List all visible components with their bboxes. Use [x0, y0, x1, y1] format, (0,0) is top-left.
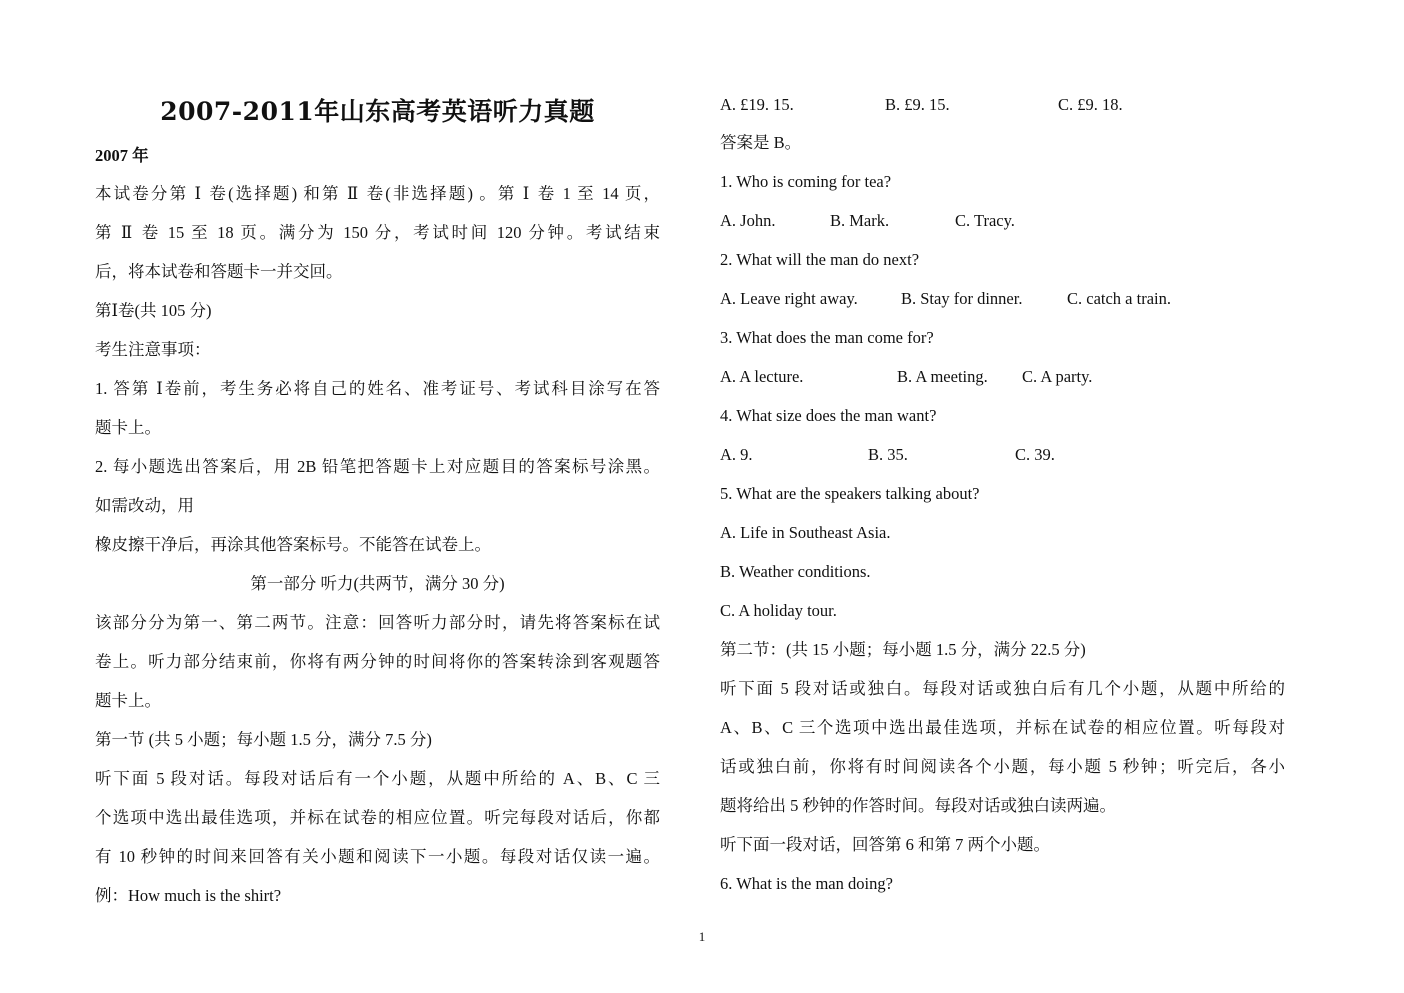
page-number: 1 [698, 929, 706, 944]
document-title: 2007-2011年山东高考英语听力真题 [160, 97, 595, 126]
q2-option-c: C. catch a train. [1067, 289, 1171, 308]
intro-line-3: 后，将本试卷和答题卡一并交回。 [95, 262, 343, 281]
part-b-desc-3: 话或独白前，你将有时间阅读各个小题，每小题 5 秒钟；听完后，各小 [720, 757, 1285, 776]
intro-line-1: 本试卷分第 Ⅰ 卷(选择题) 和第 Ⅱ 卷(非选择题) 。第 Ⅰ 卷 1 至 14 页， [95, 184, 660, 203]
part-a-title: 第一节 (共 5 小题；每小题 1.5 分，满分 7.5 分) [95, 730, 432, 749]
q1-option-b: B. Mark. [830, 211, 890, 230]
question-1-options [720, 210, 1290, 232]
question-6: 6. What is the man doing? [720, 874, 893, 893]
question-2: 2. What will the man do next? [720, 250, 920, 269]
example-option-b: B. £9. 15. [885, 95, 950, 114]
section-desc-1: 该部分分为第一、第二两节。注意：回答听力部分时，请先将答案标在试 [95, 613, 660, 632]
question-3-options [720, 366, 1290, 388]
section-desc-3: 题卡上。 [95, 691, 161, 710]
notice-2a: 2. 每小题选出答案后，用 2B 铅笔把答题卡上对应题目的答案标号涂黑。 [95, 457, 660, 476]
part-b-desc-2: A、B、C 三个选项中选出最佳选项，并标在试卷的相应位置。听每段对 [720, 718, 1285, 737]
part-b-desc-4: 题将给出 5 秒钟的作答时间。每段对话或独白读两遍。 [720, 796, 1116, 815]
part-b-title: 第二节：(共 15 小题；每小题 1.5 分，满分 22.5 分) [720, 640, 1086, 659]
example-option-c: C. £9. 18. [1058, 95, 1123, 114]
q3-option-a: A. A lecture. [720, 367, 804, 386]
q3-option-c: C. A party. [1022, 367, 1093, 386]
question-3: 3. What does the man come for? [720, 328, 934, 347]
question-5: 5. What are the speakers talking about? [720, 484, 980, 503]
q4-option-a: A. 9. [720, 445, 753, 464]
question-2-options [720, 288, 1290, 310]
example-question: 例：How much is the shirt? [95, 886, 282, 905]
intro-line-2: 第 Ⅱ 卷 15 至 18 页。满分为 150 分，考试时间 120 分钟。考试结束 [95, 223, 660, 242]
section-title: 第一部分 听力(共两节，满分 30 分) [250, 574, 505, 593]
q1-option-a: A. John. [720, 211, 776, 230]
notice-title: 考生注意事项： [95, 340, 211, 359]
example-options [720, 94, 1290, 116]
question-4-options [720, 444, 1290, 466]
part1-title: 第Ⅰ卷(共 105 分) [95, 301, 212, 320]
question-4: 4. What size does the man want? [720, 406, 937, 425]
notice-2b: 如需改动，用 [95, 496, 194, 515]
q5-option-c: C. A holiday tour. [720, 601, 837, 620]
example-answer: 答案是 B。 [720, 133, 802, 152]
year-heading: 2007 年 [95, 146, 149, 165]
q4-option-b: B. 35. [868, 445, 908, 464]
part-a-desc-3: 有 10 秒钟的时间来回答有关小题和阅读下一小题。每段对话仅读一遍。 [95, 847, 660, 866]
question-1: 1. Who is coming for tea? [720, 172, 892, 191]
part-b-desc-1: 听下面 5 段对话或独白。每段对话或独白后有几个小题，从题中所给的 [720, 679, 1285, 698]
listen-next-instruction: 听下面一段对话，回答第 6 和第 7 两个小题。 [720, 835, 1050, 854]
q1-option-c: C. Tracy. [955, 211, 1015, 230]
notice-1a: 1. 答第 Ⅰ卷前，考生务必将自己的姓名、准考证号、考试科目涂写在答 [95, 379, 660, 398]
q2-option-a: A. Leave right away. [720, 289, 858, 308]
notice-2c: 橡皮擦干净后，再涂其他答案标号。不能答在试卷上。 [95, 535, 491, 554]
section-desc-2: 卷上。听力部分结束前，你将有两分钟的时间将你的答案转涂到客观题答 [95, 652, 660, 671]
q5-option-a: A. Life in Southeast Asia. [720, 523, 891, 542]
notice-1b: 题卡上。 [95, 418, 161, 437]
q2-option-b: B. Stay for dinner. [901, 289, 1023, 308]
q3-option-b: B. A meeting. [897, 367, 988, 386]
part-a-desc-2: 个选项中选出最佳选项，并标在试卷的相应位置。听完每段对话后，你都 [95, 808, 660, 827]
q4-option-c: C. 39. [1015, 445, 1055, 464]
example-option-a: A. £19. 15. [720, 95, 794, 114]
q5-option-b: B. Weather conditions. [720, 562, 871, 581]
part-a-desc-1: 听下面 5 段对话。每段对话后有一个小题，从题中所给的 A、B、C 三 [95, 769, 660, 788]
